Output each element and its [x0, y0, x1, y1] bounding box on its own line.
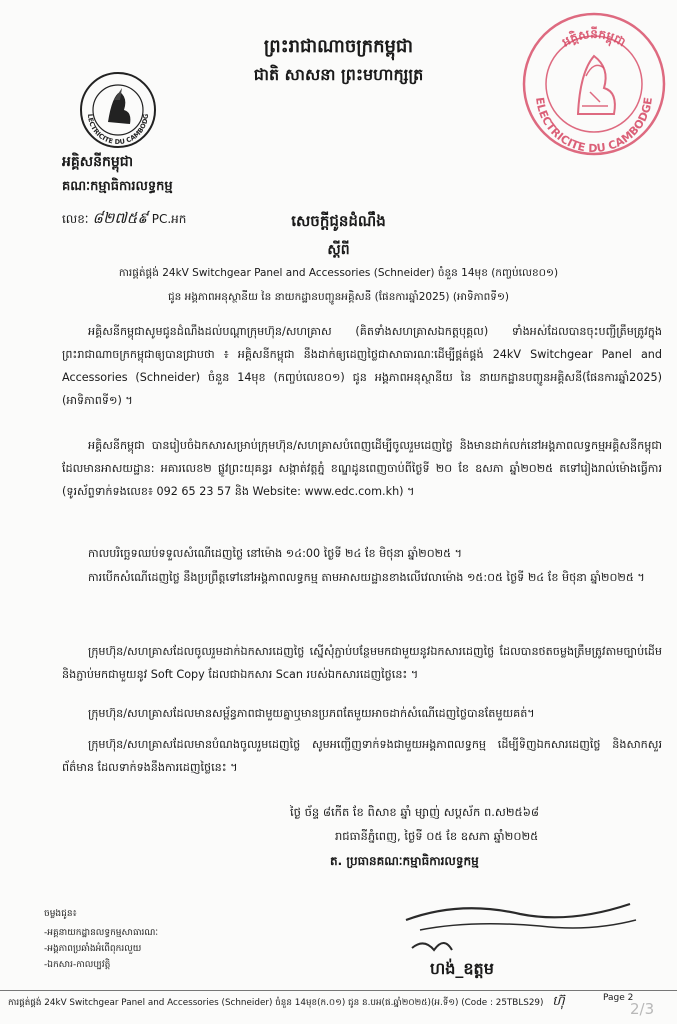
- body-paragraph-6: [62, 702, 662, 725]
- subject-line-1: ការផ្គត់ផ្គង់ 24kV Switchgear Panel and Accessories (Schneider) ចំនួន 14មុខ (កញ្ចប់លេខ០១): [118, 267, 559, 279]
- signature: [400, 890, 640, 964]
- solar-date: រាជធានីភ្នំពេញ, ថ្ងៃទី ០៥ ខែ ឧសភា ឆ្នាំ២០២៥: [335, 829, 539, 843]
- page-label: Page 2: [603, 993, 634, 1003]
- cc-heading: ចម្លងជូន៖: [44, 909, 77, 919]
- body-paragraph-3: [62, 542, 662, 565]
- org-name: អគ្គិសនីកម្ពុជា: [62, 154, 134, 170]
- body-paragraph-4: [62, 566, 662, 589]
- subject-line-2: ជូន អង្គភាពអនុស្ថានីយ នៃ នាយកដ្ឋានបញ្ជូនអគ្គិសនី (ផែនការឆ្នាំ2025) (អាទិភាពទី១): [167, 291, 509, 303]
- signature-name: ហង់_ឧត្ដម: [430, 959, 494, 978]
- paragraph-text: អគ្គិសនីកម្ពុជា បានរៀបចំឯកសារសម្រាប់ក្រុមហ៊ុន/សហគ្រាសបំពេញដើម្បីចូលរួមដេញថ្លៃ និងមានដាក់លក់នៅអង្គភាពលទ្ធកម្មអគ្គិសនីកម្ពុជា ដែលមានអាសយដ្ឋាន: អគារលេខ២ ផ្លូវព្រះយុគន្ធរ សង្កាត់វត្តភ្នំ ខណ្ឌដូនពេញចាប់ពីថ្ងៃទី ២០ ខែ ឧសភា ឆ្នាំ២០២៥ តទៅរៀងរាល់ម៉ោងធ្វើការ (ទូរស័ព្ទទាក់ទងលេខ៖ 092 65 23 57 និង Website: www.edc.com.kh) ។: [62, 439, 662, 498]
- body-paragraph-7: [62, 733, 662, 779]
- lunar-date: ថ្ងៃ ច័ន្ទ ៨កើត ខែ ពិសាខ ឆ្នាំ ម្សាញ់ សប្តស័ក ព.ស២៥៦៨: [290, 805, 539, 819]
- cc-item: -ឯកសារ-កាលប្បវត្តិ: [44, 960, 111, 970]
- paragraph-text: កាលបរិច្ឆេទឈប់ទទួលសំណើដេញថ្លៃ នៅម៉ោង ១៤:00 ថ្ងៃទី ២៤ ខែ មិថុនា ឆ្នាំ២០២៥ ។: [88, 547, 462, 560]
- committee-name: គណៈកម្មាធិការលទ្ធកម្ម: [62, 179, 173, 194]
- body-paragraph-5: [62, 640, 662, 686]
- body-paragraph-2: [62, 434, 662, 503]
- footer-initials: ហ៊ុ: [552, 994, 565, 1009]
- signer-title: [330, 853, 479, 871]
- signer-prefix: ត.: [330, 854, 343, 868]
- ref-suffix: PC.អក: [151, 212, 187, 226]
- paragraph-text: ក្រុមហ៊ុន/សហគ្រាសដែលមានសម្ព័ន្ធភាពជាមួយគ្នាឬមានប្រភពតែមួយអាចដាក់សំណើដេញថ្លៃបានតែមួយគត់។: [88, 707, 535, 720]
- paragraph-text: ក្រុមហ៊ុន/សហគ្រាសដែលចូលរួមដាក់ឯកសារដេញថ្លៃ ស្នើសុំភ្ជាប់បន្ថែមមកជាមួយនូវឯកសារដេញថ្លៃ ដែលបានថតចម្លងត្រឹមត្រូវតាមច្បាប់ដើម និងភ្ជាប់មកជាមួយនូវ Soft Copy ដែលជាឯកសារ Scan របស់ឯកសារដេញថ្លៃនេះ ។: [62, 645, 662, 681]
- edc-logo: [78, 70, 158, 150]
- cc-item: -អគ្គនាយកដ្ឋានលទ្ធកម្មសាធារណៈ: [44, 928, 159, 938]
- paragraph-text: ក្រុមហ៊ុន/សហគ្រាសដែលមានបំណងចូលរួមដេញថ្លៃ សូមអញ្ជើញទាក់ទងជាមួយអង្គភាពលទ្ធកម្ម ដើម្បីទិញឯកសារដេញថ្លៃ និងសាកសួរព័ត៌មាន ដែលទាក់ទងនឹងការដេញថ្លៃនេះ ។: [62, 738, 662, 774]
- svg-text:អគ្គិសនីកម្ពុជា: [559, 26, 628, 50]
- national-motto: ជាតិ សាសនា ព្រះមហាក្សត្រ: [253, 65, 424, 84]
- body-paragraph-1: [62, 320, 662, 412]
- cc-item: -អង្គភាពប្រឆាំងអំពើពុករលួយ: [44, 944, 142, 954]
- footer-text: [8, 993, 628, 1012]
- signer-role: ប្រធានគណៈកម្មាធិការលទ្ធកម្ម: [346, 854, 479, 868]
- page-indicator: 2/3: [630, 1000, 655, 1018]
- paragraph-text: អគ្គិសនីកម្ពុជាសូមជូនដំណឹងដល់បណ្ដាក្រុមហ៊ុន/សហគ្រាស (គិតទាំងសហគ្រាសឯកត្តបុគ្គល) ទាំងអស់ដែលបានចុះបញ្ជីត្រឹមត្រូវក្នុងព្រះរាជាណាចក្រកម្ពុជាឲ្យបានជ្រាបថា ៖ អគ្គិសនីកម្ពុជា នឹងដាក់ឲ្យដេញថ្លៃជាសាធារណៈដើម្បីផ្គត់ផ្គង់ 24kV Switchgear Panel and Accessories (Schneider) ចំនួន 14មុខ (កញ្ចប់លេខ០១) ជូន អង្គភាពអនុស្ថានីយ នៃ នាយកដ្ឋានបញ្ជូនអគ្គិសនី(ផែនការឆ្នាំ2025) (អាទិភាពទី១) ។: [62, 325, 662, 407]
- official-stamp: [520, 10, 668, 158]
- paragraph-text: ការបើកសំណើដេញថ្លៃ នឹងប្រព្រឹត្តទៅនៅអង្គភាពលទ្ធកម្ម តាមអាសយដ្ឋានខាងលើវេលាម៉ោង ១៥:០៥ ថ្ងៃទី ២៤ ខែ មិថុនា ឆ្នាំ២០២៥ ។: [88, 571, 645, 584]
- stamp-top-text: អគ្គិសនីកម្ពុជា: [559, 26, 629, 50]
- subject-label: ស្ដីពី: [327, 242, 350, 258]
- ref-prefix: លេខៈ: [62, 212, 89, 226]
- stamp-text: ELECTRICITE DU CAMBODGE: [533, 96, 655, 156]
- footer-divider: [0, 990, 677, 991]
- footer-description: ការផ្គត់ផ្គង់ 24kV Switchgear Panel and Accessories (Schneider) ចំនួន 14មុខ(ក.០១) ជូន ន.បអ(ផ.ឆ្នាំ២០២៥)(អ.ទី១) (Code : 25TBLS29): [8, 998, 544, 1008]
- ref-number: ៨២៧៥៩: [92, 209, 148, 227]
- notice-title: សេចក្ដីជូនដំណឹង: [291, 212, 386, 230]
- kingdom-heading: ព្រះរាជាណាចក្រកម្ពុជា: [263, 36, 414, 57]
- logo-text: LECTRICITE DU CAMBODG: [85, 113, 151, 147]
